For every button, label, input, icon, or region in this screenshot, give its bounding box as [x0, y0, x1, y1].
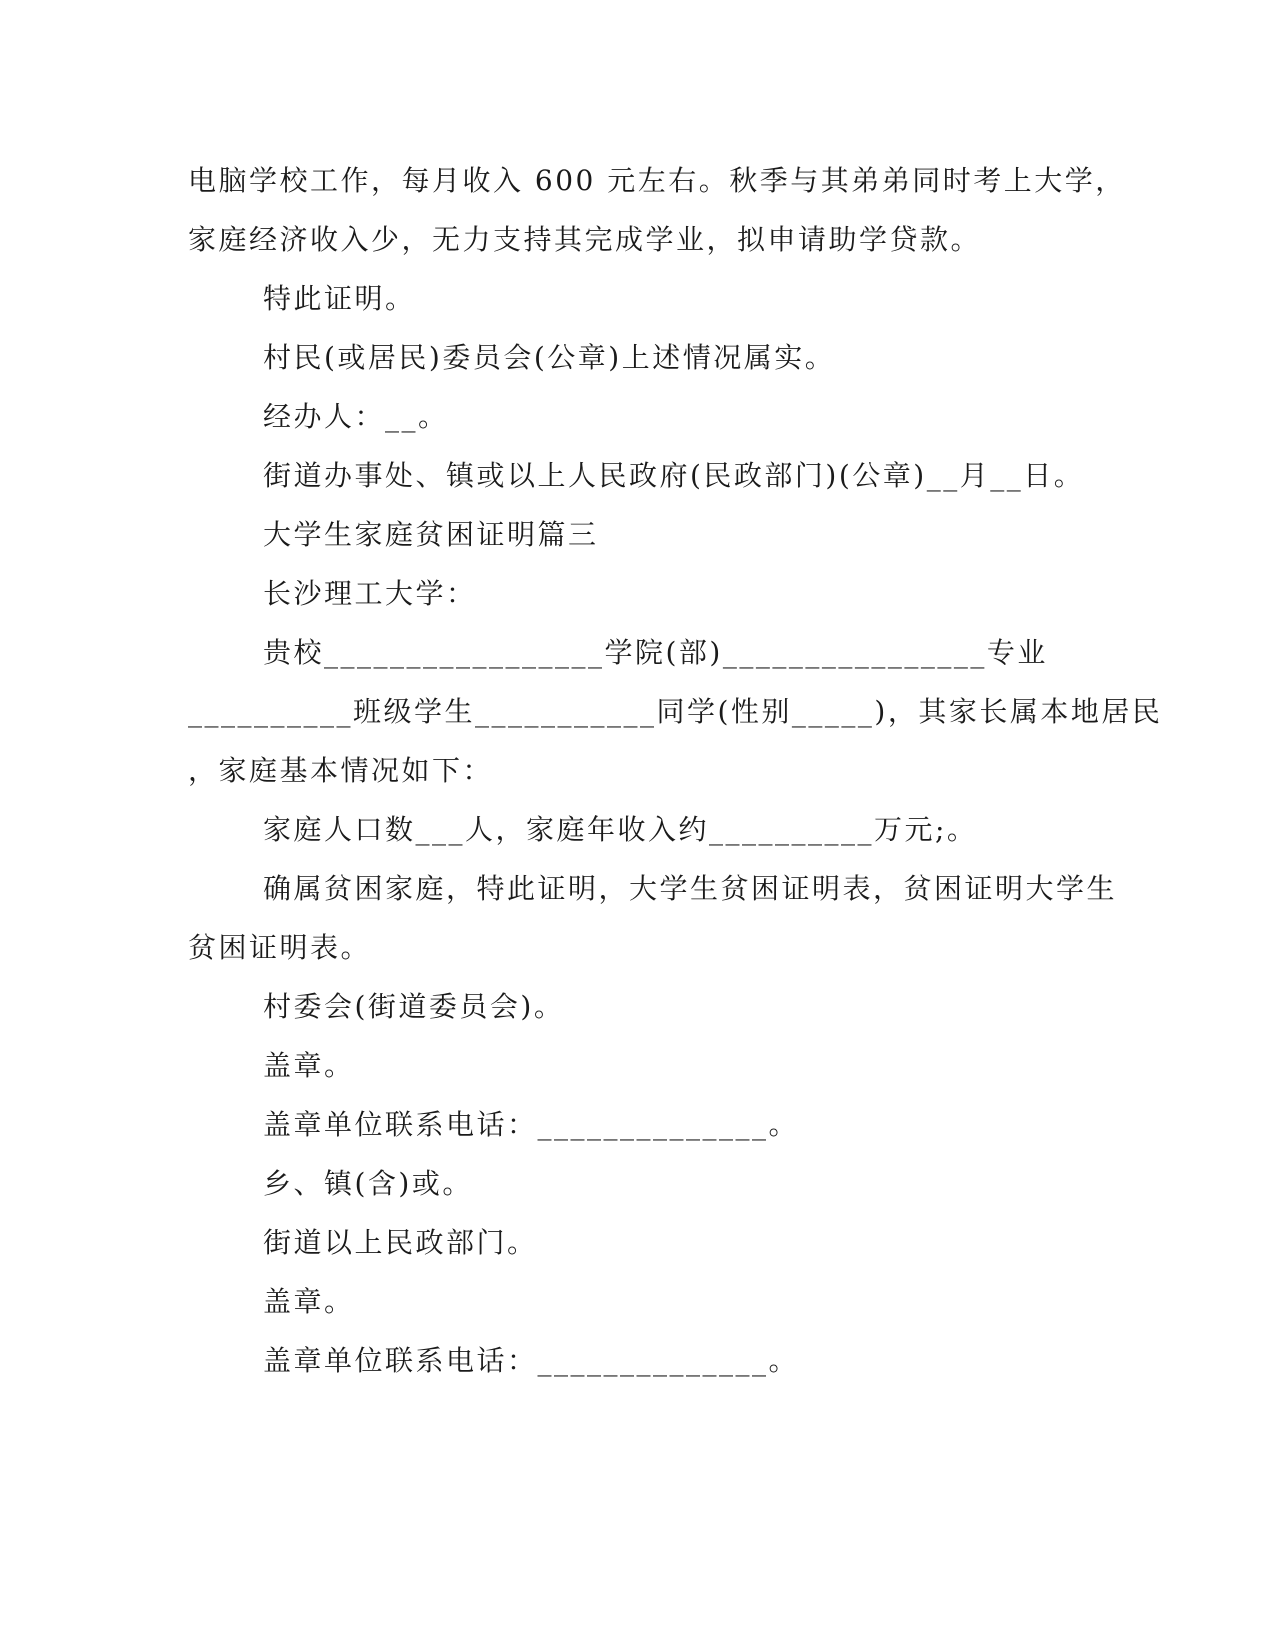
text-line: 盖章。	[263, 1049, 355, 1082]
text-line: 家庭人口数___人，家庭年收入约__________万元;。	[263, 813, 978, 846]
text-line: 经办人：__。	[263, 400, 449, 433]
text-line: 盖章单位联系电话：______________。	[263, 1344, 800, 1377]
text-line: 家庭经济收入少，无力支持其完成学业，拟申请助学贷款。	[188, 223, 982, 256]
text-line: 电脑学校工作，每月收入 600 元左右。秋季与其弟弟同时考上大学，	[188, 164, 1126, 197]
text-line: 特此证明。	[263, 282, 416, 315]
text-line: 确属贫困家庭，特此证明，大学生贫困证明表，贫困证明大学生	[263, 872, 1118, 905]
text-line: 村委会(街道委员会)。	[263, 990, 565, 1023]
text-line: 贵校_________________学院(部)________________专业	[263, 636, 1048, 669]
text-line: 乡、镇(含)或。	[263, 1167, 473, 1200]
text-line: __________班级学生___________同学(性别_____)，其家长属本地居民	[188, 695, 1163, 728]
text-line: 盖章单位联系电话：______________。	[263, 1108, 800, 1141]
text-line: 街道办事处、镇或以上人民政府(民政部门)(公章)__月__日。	[263, 459, 1085, 492]
text-line: ，家庭基本情况如下：	[188, 754, 494, 787]
text-line: 贫困证明表。	[188, 931, 372, 964]
text-line: 村民(或居民)委员会(公章)上述情况属实。	[263, 341, 836, 374]
text-line: 长沙理工大学：	[263, 577, 477, 610]
section-heading: 大学生家庭贫困证明篇三	[263, 518, 599, 551]
text-line: 街道以上民政部门。	[263, 1226, 538, 1259]
text-line: 盖章。	[263, 1285, 355, 1318]
